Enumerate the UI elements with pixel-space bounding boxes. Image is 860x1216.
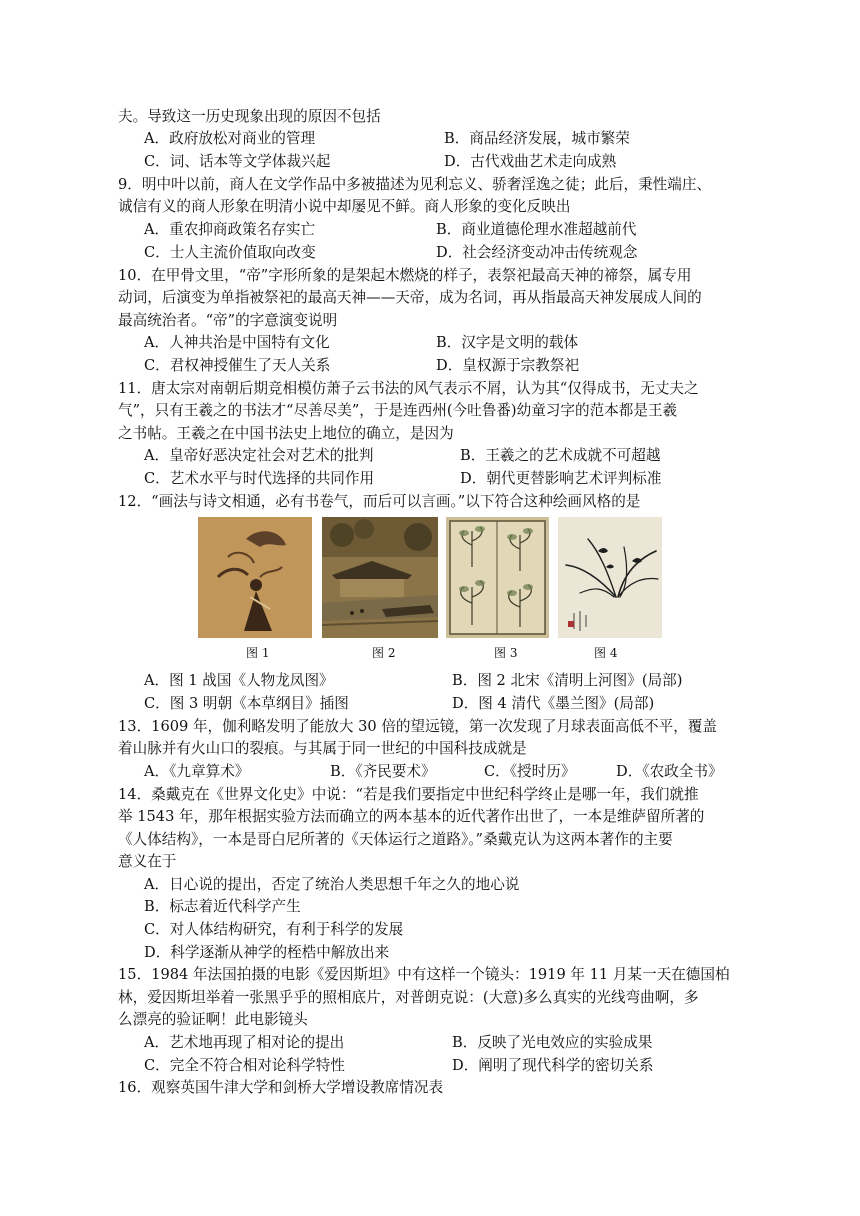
q9-option-d[interactable]: D．社会经济变动冲击传统观念	[436, 244, 638, 261]
figure-3-image	[446, 517, 549, 638]
q10-stem-line2: 动词，后演变为单指被祭祀的最高天神——天帝，成为名词，再从指最高天神发展成人间的	[118, 289, 702, 306]
q10-option-c[interactable]: C．君权神授催生了天人关系	[144, 357, 331, 374]
q11-option-d[interactable]: D．朝代更替影响艺术评判标准	[460, 470, 662, 487]
q13-option-c[interactable]: C．《授时历》	[484, 763, 576, 780]
q9-option-a[interactable]: A．重农抑商政策名存实亡	[144, 221, 316, 238]
q12-option-b[interactable]: B．图 2 北宋《清明上河图》(局部)	[452, 672, 683, 689]
figure-2-caption: 图 2	[372, 646, 396, 660]
q14-stem-line4: 意义在于	[118, 853, 177, 870]
q8-option-a[interactable]: A．政府放松对商业的管理	[144, 130, 316, 147]
q8-option-b[interactable]: B．商品经济发展，城市繁荣	[444, 130, 630, 147]
q15-stem-line1: 15．1984 年法国拍摄的电影《爱因斯坦》中有这样一个镜头：1919 年 11 月某一天在德国柏	[118, 966, 730, 983]
q11-stem-line3: 之书帖。王羲之在中国书法史上地位的确立，是因为	[118, 425, 454, 442]
q9-option-b[interactable]: B．商业道德伦理水准超越前代	[436, 221, 637, 238]
q12-stem: 12．“画法与诗文相通，必有书卷气，而后可以言画。”以下符合这种绘画风格的是	[118, 493, 641, 510]
q11-stem-line1: 11．唐太宗对南朝后期竞相模仿萧子云书法的风气表示不屑，认为其“仅得成书，无丈夫之	[118, 380, 699, 397]
q12-option-a[interactable]: A．图 1 战国《人物龙凤图》	[144, 672, 334, 689]
q8-stem-tail: 夫。导致这一历史现象出现的原因不包括	[118, 108, 381, 125]
q15-option-b[interactable]: B．反映了光电效应的实验成果	[452, 1034, 653, 1051]
q15-option-d[interactable]: D．阐明了现代科学的密切关系	[452, 1057, 654, 1074]
q13-stem-line2: 着山脉并有火山口的裂痕。与其属于同一世纪的中国科技成就是	[118, 740, 527, 757]
q10-option-b[interactable]: B．汉字是文明的载体	[436, 334, 579, 351]
q15-stem-line2: 林，爱因斯坦举着一张黑乎乎的照相底片，对普朗克说：(大意)多么真实的光线弯曲啊，多	[118, 989, 699, 1006]
q13-option-b[interactable]: B．《齐民要术》	[330, 763, 436, 780]
q14-stem-line3: 《人体结构》，一本是哥白尼所著的《天体运行之道路》。”桑戴克认为这两本著作的主要	[118, 831, 673, 848]
figure-3-caption: 图 3	[494, 646, 518, 660]
q11-option-b[interactable]: B．王羲之的艺术成就不可超越	[460, 447, 661, 464]
q13-option-d[interactable]: D．《农政全书》	[616, 763, 723, 780]
q9-stem-line1: 9．明中叶以前，商人在文学作品中多被描述为见利忘义、骄奢淫逸之徒；此后，秉性端庄、	[118, 176, 712, 193]
q8-option-c[interactable]: C．词、话本等文学体裁兴起	[144, 153, 331, 170]
q12-option-c[interactable]: C．图 3 明朝《本草纲目》插图	[144, 695, 349, 712]
q11-stem-line2: 气”，只有王羲之的书法才“尽善尽美”，于是连西州(今吐鲁番)幼童习字的范本都是王羲	[118, 402, 678, 419]
q14-option-a[interactable]: A．日心说的提出，否定了统治人类思想千年之久的地心说	[144, 876, 520, 893]
q16-stem: 16．观察英国牛津大学和剑桥大学增设教席情况表	[118, 1079, 444, 1096]
q10-stem-line1: 10．在甲骨文里，“帝”字形所象的是架起木燃烧的样子，表祭祀最高天神的禘祭，属专用	[118, 267, 692, 284]
q9-stem-line2: 诚信有义的商人形象在明清小说中却屡见不鲜。商人形象的变化反映出	[118, 198, 571, 215]
q15-stem-line3: 么漂亮的验证啊！此电影镜头	[118, 1011, 308, 1028]
figure-4-image	[558, 517, 662, 638]
figure-2-image	[322, 517, 438, 638]
figure-1-image	[198, 517, 312, 638]
q14-option-d[interactable]: D．科学逐渐从神学的桎梏中解放出来	[144, 944, 390, 961]
q14-stem-line2: 举 1543 年，那年根据实验方法而确立的两本基本的近代著作出世了，一本是维萨留所著的	[118, 808, 705, 825]
q10-option-a[interactable]: A．人神共治是中国特有文化	[144, 334, 330, 351]
figure-4-caption: 图 4	[594, 646, 618, 660]
q15-option-a[interactable]: A．艺术地再现了相对论的提出	[144, 1034, 345, 1051]
q9-option-c[interactable]: C．士人主流价值取向改变	[144, 244, 316, 261]
q10-stem-line3: 最高统治者。“帝”的字意演变说明	[118, 312, 338, 329]
q15-option-c[interactable]: C．完全不符合相对论科学特性	[144, 1057, 345, 1074]
q14-option-b[interactable]: B．标志着近代科学产生	[144, 898, 301, 915]
figure-1-caption: 图 1	[246, 646, 270, 660]
q10-option-d[interactable]: D．皇权源于宗教祭祀	[436, 357, 580, 374]
q11-option-a[interactable]: A．皇帝好恶决定社会对艺术的批判	[144, 447, 374, 464]
q14-stem-line1: 14．桑戴克在《世界文化史》中说：“若是我们要指定中世纪科学终止是哪一年，我们就推	[118, 786, 699, 803]
q11-option-c[interactable]: C．艺术水平与时代选择的共同作用	[144, 470, 375, 487]
q13-option-a[interactable]: A．《九章算术》	[144, 763, 250, 780]
q14-option-c[interactable]: C．对人体结构研究，有利于科学的发展	[144, 921, 404, 938]
q13-stem-line1: 13．1609 年，伽利略发明了能放大 30 倍的望远镜，第一次发现了月球表面高低不平，覆盖	[118, 718, 717, 735]
q12-option-d[interactable]: D．图 4 清代《墨兰图》(局部)	[452, 695, 655, 712]
q8-option-d[interactable]: D．古代戏曲艺术走向成熟	[444, 153, 617, 170]
